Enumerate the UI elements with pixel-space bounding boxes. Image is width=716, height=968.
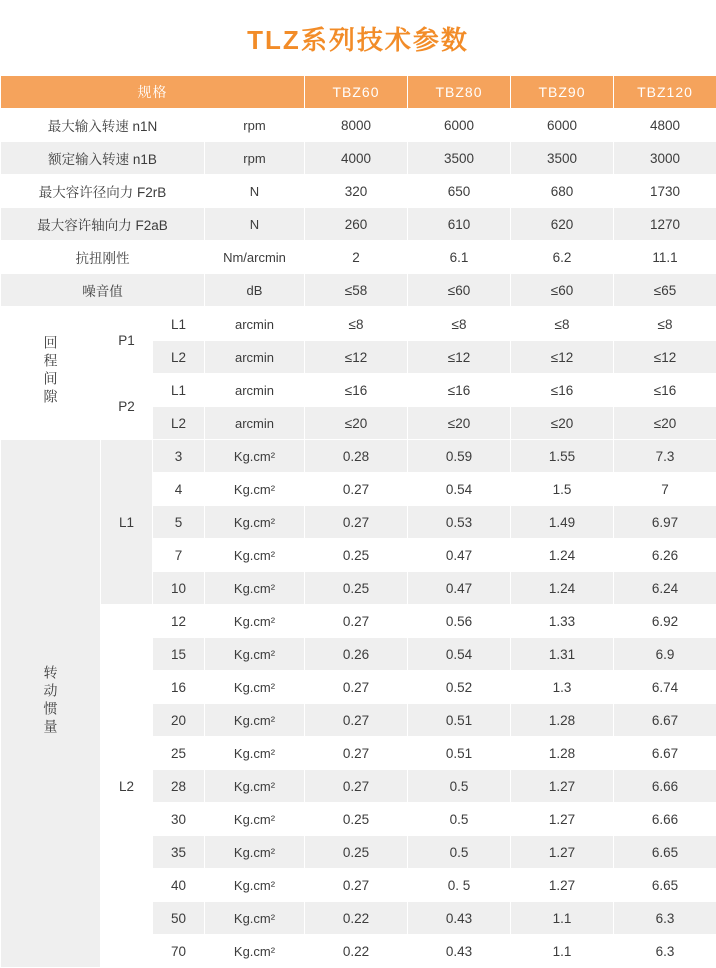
row-value: 3500 xyxy=(511,142,614,175)
table-row xyxy=(1,605,716,638)
group-label: P1 xyxy=(101,308,153,374)
row-value: 0.56 xyxy=(408,605,511,638)
row-value: 1.27 xyxy=(511,836,614,869)
row-value: 1.24 xyxy=(511,572,614,605)
row-value: 6.65 xyxy=(614,869,716,902)
row-unit: arcmin xyxy=(205,407,305,440)
row-value: 6.9 xyxy=(614,638,716,671)
row-value: 1.5 xyxy=(511,473,614,506)
table-row xyxy=(1,208,716,241)
row-value: 6.65 xyxy=(614,836,716,869)
row-value: ≤60 xyxy=(408,274,511,307)
row-unit: Kg.cm² xyxy=(205,539,305,572)
row-value: 0.53 xyxy=(408,506,511,539)
row-label: 最大容许轴向力 F2aB xyxy=(1,208,205,241)
row-value: 0.25 xyxy=(305,539,408,572)
row-value: 4800 xyxy=(614,109,716,142)
row-value: 6.3 xyxy=(614,935,716,968)
row-value: ≤65 xyxy=(614,274,716,307)
row-value: 6.97 xyxy=(614,506,716,539)
row-label: 25 xyxy=(153,737,205,770)
row-label: 7 xyxy=(153,539,205,572)
row-value: 1.27 xyxy=(511,770,614,803)
row-label: 40 xyxy=(153,869,205,902)
row-value: 6000 xyxy=(511,109,614,142)
row-unit: Kg.cm² xyxy=(205,935,305,968)
row-value: 0.26 xyxy=(305,638,408,671)
row-value: 1.3 xyxy=(511,671,614,704)
row-label: 10 xyxy=(153,572,205,605)
row-unit: Kg.cm² xyxy=(205,638,305,671)
row-value: 0.27 xyxy=(305,671,408,704)
row-unit: Kg.cm² xyxy=(205,473,305,506)
table-row xyxy=(1,440,716,473)
row-value: 8000 xyxy=(305,109,408,142)
row-label: L1 xyxy=(153,308,205,341)
page-title: TLZ系列技术参数 xyxy=(0,0,716,75)
row-value: ≤16 xyxy=(511,374,614,407)
row-value: 6.67 xyxy=(614,737,716,770)
header-model-1: TBZ80 xyxy=(408,76,511,109)
row-value: 0.25 xyxy=(305,572,408,605)
row-value: 0.47 xyxy=(408,539,511,572)
row-value: 650 xyxy=(408,175,511,208)
row-unit: Kg.cm² xyxy=(205,440,305,473)
row-unit: Kg.cm² xyxy=(205,605,305,638)
row-value: 0.43 xyxy=(408,902,511,935)
group-label: L1 xyxy=(101,440,153,605)
row-value: 0.22 xyxy=(305,902,408,935)
section-label-backlash: 回程间隙 xyxy=(1,308,101,440)
row-value: ≤20 xyxy=(511,407,614,440)
header-model-2: TBZ90 xyxy=(511,76,614,109)
row-unit: arcmin xyxy=(205,341,305,374)
row-value: 1.1 xyxy=(511,902,614,935)
row-value: 0.51 xyxy=(408,704,511,737)
row-unit: rpm xyxy=(205,109,305,142)
row-value: ≤58 xyxy=(305,274,408,307)
row-label: L1 xyxy=(153,374,205,407)
header-model-0: TBZ60 xyxy=(305,76,408,109)
row-value: ≤12 xyxy=(305,341,408,374)
row-value: 6.66 xyxy=(614,770,716,803)
row-label: 16 xyxy=(153,671,205,704)
row-value: ≤20 xyxy=(408,407,511,440)
row-unit: dB xyxy=(205,274,305,307)
row-value: ≤60 xyxy=(511,274,614,307)
row-label: 35 xyxy=(153,836,205,869)
row-value: 0.43 xyxy=(408,935,511,968)
row-value: 1730 xyxy=(614,175,716,208)
row-unit: Kg.cm² xyxy=(205,803,305,836)
row-label: 3 xyxy=(153,440,205,473)
row-value: ≤16 xyxy=(614,374,716,407)
row-label: 15 xyxy=(153,638,205,671)
row-value: 6.24 xyxy=(614,572,716,605)
row-unit: Kg.cm² xyxy=(205,737,305,770)
row-value: 0.5 xyxy=(408,770,511,803)
row-value: 1.33 xyxy=(511,605,614,638)
row-value: 1.31 xyxy=(511,638,614,671)
row-value: 2 xyxy=(305,241,408,274)
row-value: 0.27 xyxy=(305,770,408,803)
row-value: 7.3 xyxy=(614,440,716,473)
row-value: ≤16 xyxy=(305,374,408,407)
row-value: 320 xyxy=(305,175,408,208)
row-value: ≤8 xyxy=(305,308,408,341)
table-row xyxy=(1,109,716,142)
row-value: 0.27 xyxy=(305,869,408,902)
row-unit: Kg.cm² xyxy=(205,869,305,902)
row-unit: Kg.cm² xyxy=(205,902,305,935)
row-value: ≤12 xyxy=(511,341,614,374)
row-value: ≤20 xyxy=(614,407,716,440)
top-parameters-table xyxy=(0,75,716,307)
row-value: 1.1 xyxy=(511,935,614,968)
row-value: 0.5 xyxy=(408,836,511,869)
row-value: 0.51 xyxy=(408,737,511,770)
row-value: ≤16 xyxy=(408,374,511,407)
row-value: 6.2 xyxy=(511,241,614,274)
row-label: 最大容许径向力 F2rB xyxy=(1,175,205,208)
row-value: 1.28 xyxy=(511,704,614,737)
row-value: 6.26 xyxy=(614,539,716,572)
row-unit: Kg.cm² xyxy=(205,704,305,737)
row-value: 3000 xyxy=(614,142,716,175)
row-value: 620 xyxy=(511,208,614,241)
row-value: 6000 xyxy=(408,109,511,142)
row-value: 1.55 xyxy=(511,440,614,473)
row-value: 1.27 xyxy=(511,803,614,836)
row-value: 0.52 xyxy=(408,671,511,704)
row-unit: arcmin xyxy=(205,308,305,341)
row-value: 0.27 xyxy=(305,737,408,770)
table-row xyxy=(1,142,716,175)
row-label: 70 xyxy=(153,935,205,968)
row-value: 1.27 xyxy=(511,869,614,902)
table-row xyxy=(1,274,716,307)
row-value: 0. 5 xyxy=(408,869,511,902)
row-label: 50 xyxy=(153,902,205,935)
row-value: ≤8 xyxy=(511,308,614,341)
row-value: 0.59 xyxy=(408,440,511,473)
row-value: 6.74 xyxy=(614,671,716,704)
row-value: 0.27 xyxy=(305,473,408,506)
row-label: 5 xyxy=(153,506,205,539)
row-value: 680 xyxy=(511,175,614,208)
section-label-inertia: 转动惯量 xyxy=(1,440,101,968)
row-value: 1.49 xyxy=(511,506,614,539)
row-unit: Kg.cm² xyxy=(205,506,305,539)
row-value: 260 xyxy=(305,208,408,241)
row-value: 0.25 xyxy=(305,836,408,869)
row-unit: Kg.cm² xyxy=(205,572,305,605)
row-value: ≤8 xyxy=(614,308,716,341)
group-label: L2 xyxy=(101,605,153,968)
header-spec-label: 规格 xyxy=(1,76,305,109)
row-value: 6.92 xyxy=(614,605,716,638)
row-value: 0.54 xyxy=(408,638,511,671)
row-unit: Kg.cm² xyxy=(205,671,305,704)
row-label: 28 xyxy=(153,770,205,803)
row-label: 20 xyxy=(153,704,205,737)
group-label: P2 xyxy=(101,374,153,440)
row-label: 抗扭刚性 xyxy=(1,241,205,274)
table-row xyxy=(1,374,716,407)
row-value: 0.27 xyxy=(305,506,408,539)
row-label: L2 xyxy=(153,341,205,374)
row-value: 6.67 xyxy=(614,704,716,737)
row-value: 610 xyxy=(408,208,511,241)
row-value: ≤12 xyxy=(408,341,511,374)
row-value: 0.27 xyxy=(305,704,408,737)
row-value: 0.22 xyxy=(305,935,408,968)
row-unit: N xyxy=(205,175,305,208)
row-value: 1.24 xyxy=(511,539,614,572)
table-row xyxy=(1,241,716,274)
row-unit: Nm/arcmin xyxy=(205,241,305,274)
table-row xyxy=(1,175,716,208)
row-label: 12 xyxy=(153,605,205,638)
row-unit: arcmin xyxy=(205,374,305,407)
row-value: 0.25 xyxy=(305,803,408,836)
row-value: 0.28 xyxy=(305,440,408,473)
row-value: 0.5 xyxy=(408,803,511,836)
row-value: ≤12 xyxy=(614,341,716,374)
row-label: 额定输入转速 n1B xyxy=(1,142,205,175)
row-value: 0.27 xyxy=(305,605,408,638)
row-unit: Kg.cm² xyxy=(205,836,305,869)
row-value: 1270 xyxy=(614,208,716,241)
row-label: L2 xyxy=(153,407,205,440)
row-value: ≤8 xyxy=(408,308,511,341)
backlash-inertia-table xyxy=(0,307,716,968)
table-row xyxy=(1,308,716,341)
row-value: 11.1 xyxy=(614,241,716,274)
row-unit: N xyxy=(205,208,305,241)
row-value: 3500 xyxy=(408,142,511,175)
row-label: 4 xyxy=(153,473,205,506)
row-value: 7 xyxy=(614,473,716,506)
table-header-row xyxy=(1,76,716,109)
row-label: 30 xyxy=(153,803,205,836)
row-label: 最大输入转速 n1N xyxy=(1,109,205,142)
row-value: 0.54 xyxy=(408,473,511,506)
row-value: 6.3 xyxy=(614,902,716,935)
row-value: 0.47 xyxy=(408,572,511,605)
row-value: 6.1 xyxy=(408,241,511,274)
row-label: 噪音值 xyxy=(1,274,205,307)
row-value: 1.28 xyxy=(511,737,614,770)
row-value: 4000 xyxy=(305,142,408,175)
row-value: ≤20 xyxy=(305,407,408,440)
header-model-3: TBZ120 xyxy=(614,76,716,109)
row-unit: Kg.cm² xyxy=(205,770,305,803)
row-value: 6.66 xyxy=(614,803,716,836)
row-unit: rpm xyxy=(205,142,305,175)
